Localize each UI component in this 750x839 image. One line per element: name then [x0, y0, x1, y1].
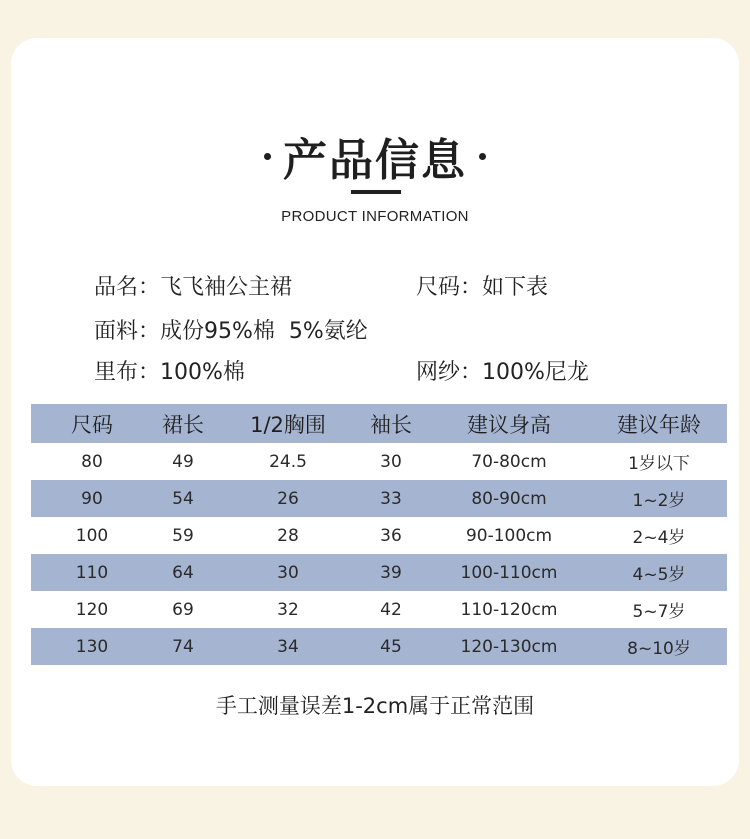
- table-cell: 80-90cm: [471, 488, 547, 509]
- table-cell: 54: [172, 488, 194, 509]
- table-row: [31, 591, 727, 628]
- table-cell: 100-110cm: [460, 562, 558, 583]
- table-header-row: [31, 404, 727, 443]
- lining-value: 100%棉: [160, 360, 245, 385]
- header-cell: 裙长: [162, 412, 204, 437]
- name-value: 飞飞袖公主裙: [160, 275, 293, 300]
- table-cell: 34: [277, 636, 299, 657]
- table-cell: 110-120cm: [460, 599, 558, 620]
- info-fabric: [94, 314, 368, 345]
- page-subtitle: PRODUCT INFORMATION: [281, 208, 469, 225]
- header-cell: 袖长: [370, 412, 412, 437]
- dot-right-icon: [479, 153, 486, 160]
- table-cell: 49: [172, 451, 194, 472]
- page-title: [252, 124, 498, 188]
- table-cell: 33: [380, 488, 402, 509]
- table-cell: 90: [81, 488, 103, 509]
- table-cell: 70-80cm: [471, 451, 547, 472]
- table-cell: 32: [277, 599, 299, 620]
- mesh-label: 网纱：: [416, 360, 483, 385]
- dot-left-icon: [264, 153, 271, 160]
- table-cell: 8~10岁: [627, 639, 691, 659]
- table-cell: 120-130cm: [460, 636, 558, 657]
- table-cell: 59: [172, 525, 194, 546]
- table-cell: 74: [172, 636, 194, 657]
- info-lining: [94, 355, 245, 386]
- table-row: [31, 554, 727, 591]
- fabric-label: 面料：: [94, 319, 161, 344]
- table-cell: 39: [380, 562, 402, 583]
- table-cell: 42: [380, 599, 402, 620]
- table-cell: 26: [277, 488, 299, 509]
- header-cell: 1/2胸围: [250, 412, 326, 437]
- table-cell: 4~5岁: [632, 565, 686, 585]
- table-row: [31, 443, 727, 480]
- size-table: [31, 404, 727, 665]
- table-cell: 30: [380, 451, 402, 472]
- table-cell: 5~7岁: [632, 602, 686, 622]
- table-cell: 110: [75, 562, 109, 583]
- size-value: 如下表: [482, 275, 549, 300]
- info-mesh: [416, 355, 589, 386]
- table-cell: 1岁以下: [628, 454, 690, 474]
- table-cell: 1~2岁: [632, 491, 686, 511]
- title-block: [0, 124, 750, 188]
- table-cell: 80: [81, 451, 103, 472]
- title-text: 产品信息: [283, 135, 467, 186]
- mesh-value: 100%尼龙: [482, 360, 589, 385]
- table-cell: 36: [380, 525, 402, 546]
- table-cell: 130: [75, 636, 109, 657]
- info-product-name: [94, 270, 292, 301]
- table-cell: 24.5: [269, 451, 307, 472]
- table-cell: 30: [277, 562, 299, 583]
- measurement-note: 手工测量误差1-2cm属于正常范围: [215, 694, 535, 718]
- size-label: 尺码：: [416, 275, 483, 300]
- header-cell: 尺码: [71, 412, 113, 437]
- header-cell: 建议年龄: [617, 412, 701, 437]
- table-row: [31, 517, 727, 554]
- table-cell: 100: [75, 525, 109, 546]
- table-cell: 69: [172, 599, 194, 620]
- name-label: 品名：: [94, 275, 161, 300]
- title-underline: [351, 190, 401, 194]
- table-cell: 120: [75, 599, 109, 620]
- info-size: [416, 270, 548, 301]
- table-cell: 90-100cm: [465, 525, 553, 546]
- table-cell: 2~4岁: [632, 528, 686, 548]
- fabric-value: 成份95%棉 5%氨纶: [160, 319, 368, 344]
- table-row: [31, 480, 727, 517]
- table-cell: 28: [277, 525, 299, 546]
- lining-label: 里布：: [94, 360, 161, 385]
- table-cell: 45: [380, 636, 402, 657]
- table-cell: 64: [172, 562, 194, 583]
- header-cell: 建议身高: [467, 412, 551, 437]
- table-row: [31, 628, 727, 665]
